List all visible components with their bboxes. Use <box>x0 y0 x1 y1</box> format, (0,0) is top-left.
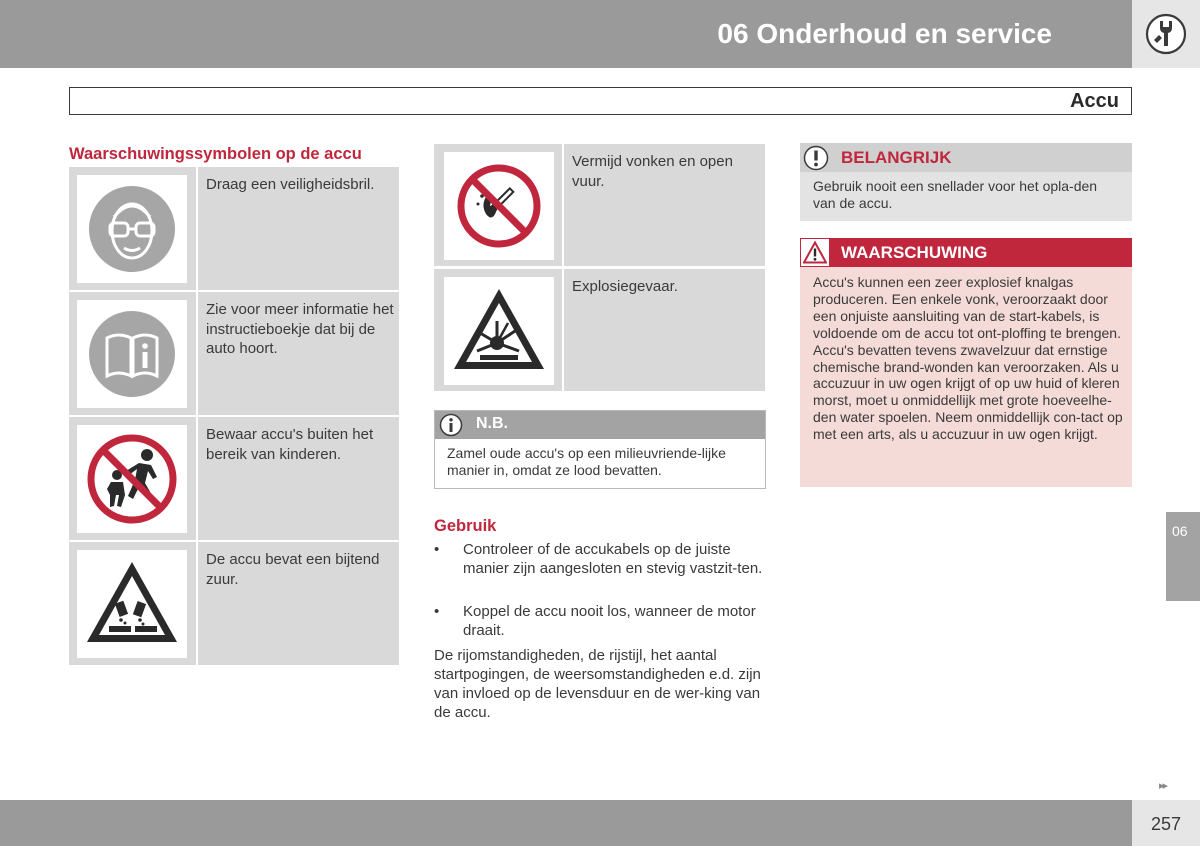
corrosive-icon <box>77 550 187 658</box>
symbol-image-cell <box>69 292 196 415</box>
important-label: BELANGRIJK <box>841 148 952 167</box>
symbol-text: Draag een veiligheidsbril. <box>206 176 375 193</box>
symbol-image-box <box>77 425 187 533</box>
symbol-row-explosion <box>434 269 765 391</box>
keep-away-from-children-icon <box>77 425 187 533</box>
chapter-title: 06 Onderhoud en service <box>717 18 1052 49</box>
warning-box <box>800 238 1132 487</box>
cell-divider <box>196 417 198 540</box>
cell-divider <box>562 144 564 266</box>
symbol-row-children <box>69 417 399 540</box>
chapter-side-tab[interactable] <box>1166 512 1200 601</box>
important-box <box>800 143 1132 221</box>
symbol-image-box <box>77 300 187 408</box>
usage-heading: Gebruik <box>434 517 497 535</box>
wrench-icon <box>1145 13 1187 55</box>
symbol-row-corrosive <box>69 542 399 665</box>
info-icon <box>439 413 463 437</box>
symbol-image-cell <box>69 542 196 665</box>
warning-header <box>800 238 1132 267</box>
note-header <box>435 411 765 439</box>
important-header <box>800 143 1132 172</box>
important-text: Gebruik nooit een snellader voor het opla-den van de accu. <box>813 178 1098 211</box>
symbols-heading: Waarschuwingssymbolen op de accu <box>69 145 362 163</box>
symbol-image-cell <box>69 167 196 290</box>
warning-icon-box <box>801 239 829 266</box>
bullet-text: Koppel de accu nooit los, wanneer de motor draait. <box>463 603 756 639</box>
cell-divider <box>196 292 198 415</box>
symbol-text: Zie voor meer informatie het instructieboekje dat bij de auto hoort. <box>206 301 394 357</box>
warning-label: WAARSCHUWING <box>841 243 988 262</box>
page-number: 257 <box>1151 814 1182 834</box>
bullet-marker: • <box>434 603 440 620</box>
symbol-text: De accu bevat een bijtend zuur. <box>206 551 380 588</box>
warning-text: Accu's kunnen een zeer explosief knalgas produceren. Een enkele vonk, veroorzaakt door een onjuiste aansluiting van de start-kabels, is voldoende om de accu tot ont-ploffing te brengen. Accu's bevatten tevens zwavelzuur dat ernstige chemische brand-wonden kan veroorzaken. Als u accuzuur in uw ogen krijgt of op uw huid of kleren morst, moet u onmiddellijk met grote hoeveelhe-den water spoelen. Neem onmiddellijk con-tact op met een arts, als u accuzuur in uw ogen krijgt. <box>813 274 1123 443</box>
header-band <box>0 0 1132 68</box>
section-bar <box>69 87 1132 115</box>
symbol-image-box <box>77 175 187 283</box>
continue-arrows-icon: ▸▸ <box>1159 780 1167 792</box>
cell-divider <box>196 542 198 665</box>
symbol-row-goggles <box>69 167 399 290</box>
side-tab-label: 06 <box>1172 523 1188 539</box>
bullet-text: Controleer of de accukabels op de juiste manier zijn aangesloten en stevig vastzit-ten. <box>463 541 763 577</box>
symbol-row-book <box>69 292 399 415</box>
safety-goggles-icon <box>77 175 187 283</box>
symbol-image-box <box>444 277 554 385</box>
symbol-text: Bewaar accu's buiten het bereik van kinderen. <box>206 426 374 463</box>
warning-triangle-icon <box>803 241 827 264</box>
symbol-text: Vermijd vonken en open vuur. <box>572 153 733 190</box>
symbol-row-no-fire <box>434 144 765 266</box>
chapter-icon-box <box>1132 0 1200 68</box>
note-text: Zamel oude accu's op een milieuvriende-lijke manier in, omdat ze lood bevatten. <box>447 445 726 478</box>
usage-paragraph: De rijomstandigheden, de rijstijl, het aantal startpogingen, de weersomstandigheden e.d. zijn van invloed op de levensduur en de wer-king van de accu. <box>434 647 761 721</box>
explosion-hazard-icon <box>444 277 554 385</box>
symbol-image-box <box>444 152 554 260</box>
symbol-image-cell <box>69 417 196 540</box>
bullet-marker: • <box>434 541 440 558</box>
symbol-image-box <box>77 550 187 658</box>
note-label: N.B. <box>476 415 508 432</box>
cell-divider <box>196 167 198 290</box>
footer-band <box>0 800 1132 846</box>
note-box <box>434 410 766 489</box>
exclamation-icon <box>803 145 829 171</box>
cell-divider <box>562 269 564 391</box>
page-number-box <box>1132 800 1200 846</box>
symbol-text: Explosiegevaar. <box>572 278 678 295</box>
no-open-flame-icon <box>444 152 554 260</box>
instruction-book-icon <box>77 300 187 408</box>
section-title: Accu <box>1070 90 1119 112</box>
